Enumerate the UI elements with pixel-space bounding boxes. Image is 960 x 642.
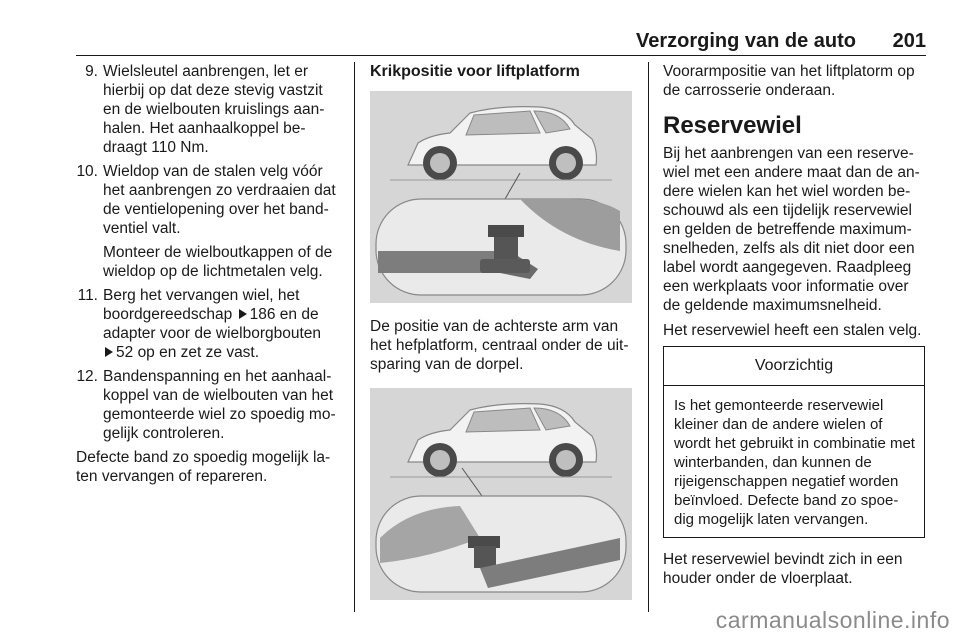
caution-box	[663, 346, 925, 538]
page-reference-icon	[105, 347, 113, 357]
step-text: Monteer de wielboutkappen of de wieldop op de lichtmetalen velg.	[103, 244, 333, 280]
step-text: Wielsleutel aanbrengen, let er hierbij op dat deze stevig vastzit en de wielbouten kruislings aan-halen. Het aanhaalkoppel be-draagt 110 Nm.	[103, 63, 325, 156]
step-11	[76, 286, 342, 362]
body-paragraph: Het reservewiel bevindt zich in een houder onder de vloerplaat.	[663, 551, 903, 587]
column-divider-1	[354, 62, 355, 612]
closing-paragraph: Defecte band zo spoedig mogelijk la-ten vervangen of repareren.	[76, 449, 331, 485]
intro-paragraph: Voorarmpositie van het liftplatorm op de carrosserie onderaan.	[663, 63, 915, 99]
step-10	[76, 162, 342, 281]
caution-text: Is het gemonteerde reservewiel kleiner dan de andere wielen of wordt het gebruikt in combinatie met winterbanden, dan kunnen de rijeigenschappen negatief worden beïnvloed. Defecte band zo spoe-dig mogelijk laten vervangen.	[674, 397, 915, 528]
step-9	[76, 62, 342, 157]
step-number: 12.	[76, 368, 98, 385]
step-number: 10.	[76, 163, 98, 180]
step-11-line-3: adapter voor de wielborgbouten	[103, 325, 322, 342]
watermark: carmanualsonline.info	[715, 607, 950, 633]
step-11-line-1: Berg het vervangen wiel, het	[103, 287, 300, 304]
page-header	[76, 30, 926, 54]
step-number: 9.	[85, 63, 98, 80]
car-lift-illustration	[370, 388, 632, 600]
column-divider-2	[648, 62, 649, 612]
body-paragraph: Bij het aanbrengen van een reserve-wiel met een andere maat dan de an-dere wielen kan het wiel worden be-schouwd als een tijdelijk reservewiel en gelden de betreffende maximum-snelheden, zelfs als dit niet door een label wordt aangegeven. Raadpleeg een werkplaats voor informatie over de geldende maximumsnelheid.	[663, 145, 920, 314]
car-lift-illustration	[370, 91, 632, 303]
page-number: 201	[892, 30, 926, 52]
step-text	[103, 286, 342, 362]
step-11-line-4: op en zet ze vast.	[137, 344, 260, 361]
page-reference-link[interactable]: 52	[116, 344, 134, 361]
step-text: Wieldop van de stalen velg vóór het aanbrengen zo verdraaien dat de ventielopening over het band-ventiel valt.	[103, 163, 336, 237]
figure-caption: De positie van de achterste arm van het hefplatform, centraal onder de uit-sparing van de dorpel.	[370, 318, 629, 373]
step-number: 11.	[77, 287, 98, 304]
page-reference-icon	[239, 309, 247, 319]
step-11-line-2-end: en de	[279, 306, 319, 323]
header-rule	[76, 55, 926, 56]
lift-platform-figure-2	[370, 388, 632, 600]
step-12	[76, 367, 342, 443]
lift-platform-figure-1	[370, 91, 632, 303]
body-paragraph: Het reservewiel heeft een stalen velg.	[663, 322, 922, 339]
column-1	[76, 62, 342, 486]
column-2	[370, 62, 632, 600]
section-title: Reservewiel	[663, 112, 802, 139]
caution-title: Voorzichtig	[664, 347, 924, 386]
step-11-line-2: boordgereedschap	[103, 306, 233, 323]
header-title: Verzorging van de auto	[635, 30, 856, 52]
subsection-heading: Krikpositie voor liftplatform	[370, 63, 580, 80]
page-reference-link[interactable]: 186	[249, 306, 276, 323]
step-text: Bandenspanning en het aanhaal-koppel van de wielbouten van het gemonteerde wiel zo spoedig mo-gelijk controleren.	[103, 368, 336, 442]
column-3	[663, 62, 925, 588]
